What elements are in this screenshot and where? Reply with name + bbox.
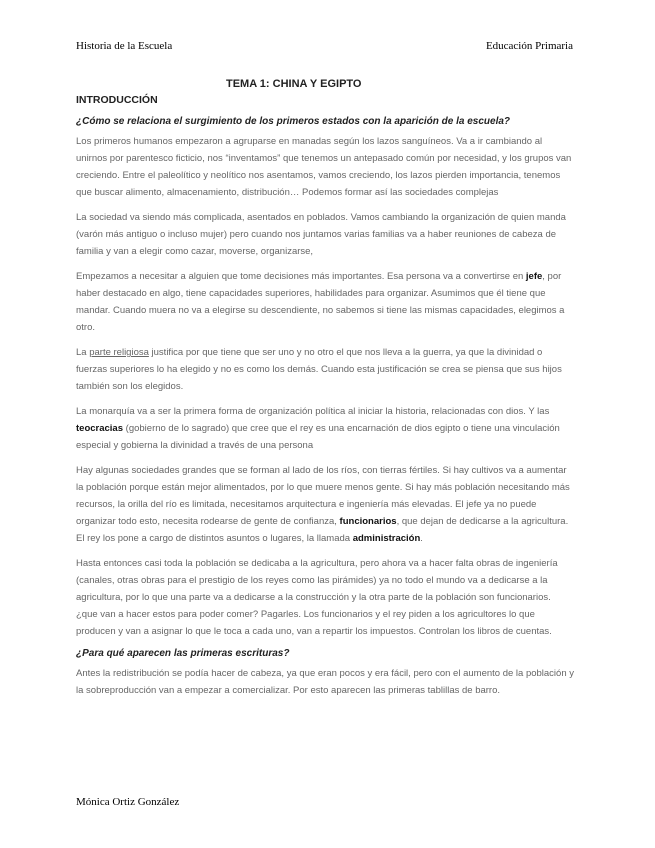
term-jefe: jefe [525, 271, 543, 282]
document-body [76, 78, 574, 707]
paragraph-6-text-c: , que dejan de dedicarse a la agricultura. El rey los pone a cargo de distintos asuntos o lugares, la llamada [76, 516, 569, 544]
paragraph-3-text-a: Empezamos a necesitar a alguien que tome decisiones más importantes. Esa persona va a convertirse en [76, 271, 526, 282]
header-course-title: Historia de la Escuela [76, 40, 173, 52]
paragraph-4 [76, 344, 574, 395]
paragraph-4-text-a: La [76, 347, 90, 358]
question-heading-2: ¿Para qué aparecen las primeras escrituras? [76, 648, 290, 659]
paragraph-6-text-e: . [420, 533, 423, 544]
paragraph-5 [76, 403, 574, 454]
paragraph-1: Los primeros humanos empezaron a agruparse en manadas según los lazos sanguíneos. Va a ir cambiando al unirnos por parentesco ficticio, nos “inventamos” que tenemos un antepasado común por necesidad, y los grupos van creciendo. Entre el paleolítico y neolítico nos asentamos, vamos creciendo, los lazos pierden importancia, tenemos que buscar alimento, almacenamiento, distribución… Podemos formar así las sociedades complejas [76, 136, 572, 198]
question-heading-1: ¿Cómo se relaciona el surgimiento de los primeros estados con la aparición de la escuela? [76, 116, 511, 127]
paragraph-3-text-c: , por haber destacado en algo, tiene capacidades superiores, habilidades para organizar. Asumimos que él tiene que mandar. Cuando muera no va a elegirse su descendiente, no sabemos si tiene las mismas capacidades, elegimos a otro. [76, 271, 565, 333]
paragraph-4-text-c: justifica por que tiene que ser uno y no otro el que nos lleva a la guerra, ya que la divinidad o fuerzas superiores lo ha elegido y no es como los demás. Cuando esta justificación se crea se piensa que sus hijos también son los elegidos. [76, 347, 562, 392]
header-level: Educación Primaria [485, 40, 573, 52]
paragraph-2: La sociedad va siendo más complicada, asentados en poblados. Vamos cambiando la organización de quien manda (varón más antiguo o incluso mujer) pero cuando nos juntamos varias familias va a haber reuniones de cabeza de familia y van a elegir como cazar, moverse, organizarse, [76, 212, 566, 257]
paragraph-6-text-a: Hay algunas sociedades grandes que se forman al lado de los ríos, con tierras fértiles. Si hay cultivos va a aumentar la población porque están mejor alimentados, por lo que muere menos gente. Si hay más población necesitando más recursos, la orilla del río es limitada, necesitamos arquitectura e ingeniería más elevadas. El jefe ya no puede organizar todo esto, necesita rodearse de gente de confianza, [76, 465, 570, 527]
footer-author: Mónica Ortiz González [76, 796, 180, 808]
page-title: TEMA 1: CHINA Y EGIPTO [226, 78, 362, 90]
paragraph-5-text-c: (gobierno de lo sagrado) que cree que el rey es una encarnación de dios egipto o tiene una vinculación especial y gobierna la divinidad a través de una persona [76, 423, 560, 451]
section-heading: INTRODUCCIÓN [76, 94, 158, 106]
term-administracion: administración [352, 533, 421, 544]
term-teocracias: teocracias [76, 423, 124, 434]
paragraph-6 [76, 462, 574, 547]
paragraph-7: Hasta entonces casi toda la población se dedicaba a la agricultura, pero ahora va a hacer falta obras de ingeniería (canales, otras obras para el prestigio de los reyes como las pirámides) ya no todo el mundo va a dedicarse a la agricultura, por lo que una parte va a dedicarse a la construcción y la otra parte de la población son funcionarios. ¿que van a hacer estos para poder comer? Pagarles. Los funcionarios y el rey piden a los agricultores lo que producen y van a asignar lo que le toca a cada uno, van a repartir los impuestos. Controlan los libros de cuentas. [76, 558, 558, 637]
paragraph-3 [76, 268, 574, 336]
term-funcionarios: funcionarios [339, 516, 397, 527]
paragraph-5-text-a: La monarquía va a ser la primera forma de organización política al iniciar la historia, relacionadas con dios. Y las [76, 406, 550, 417]
paragraph-8: Antes la redistribución se podía hacer de cabeza, ya que eran pocos y era fácil, pero con el aumento de la población y la sobreproducción van a empezar a comercializar. Por esto aparecen las primeras tablillas de barro. [76, 668, 575, 696]
term-parte-religiosa: parte religiosa [89, 347, 149, 358]
